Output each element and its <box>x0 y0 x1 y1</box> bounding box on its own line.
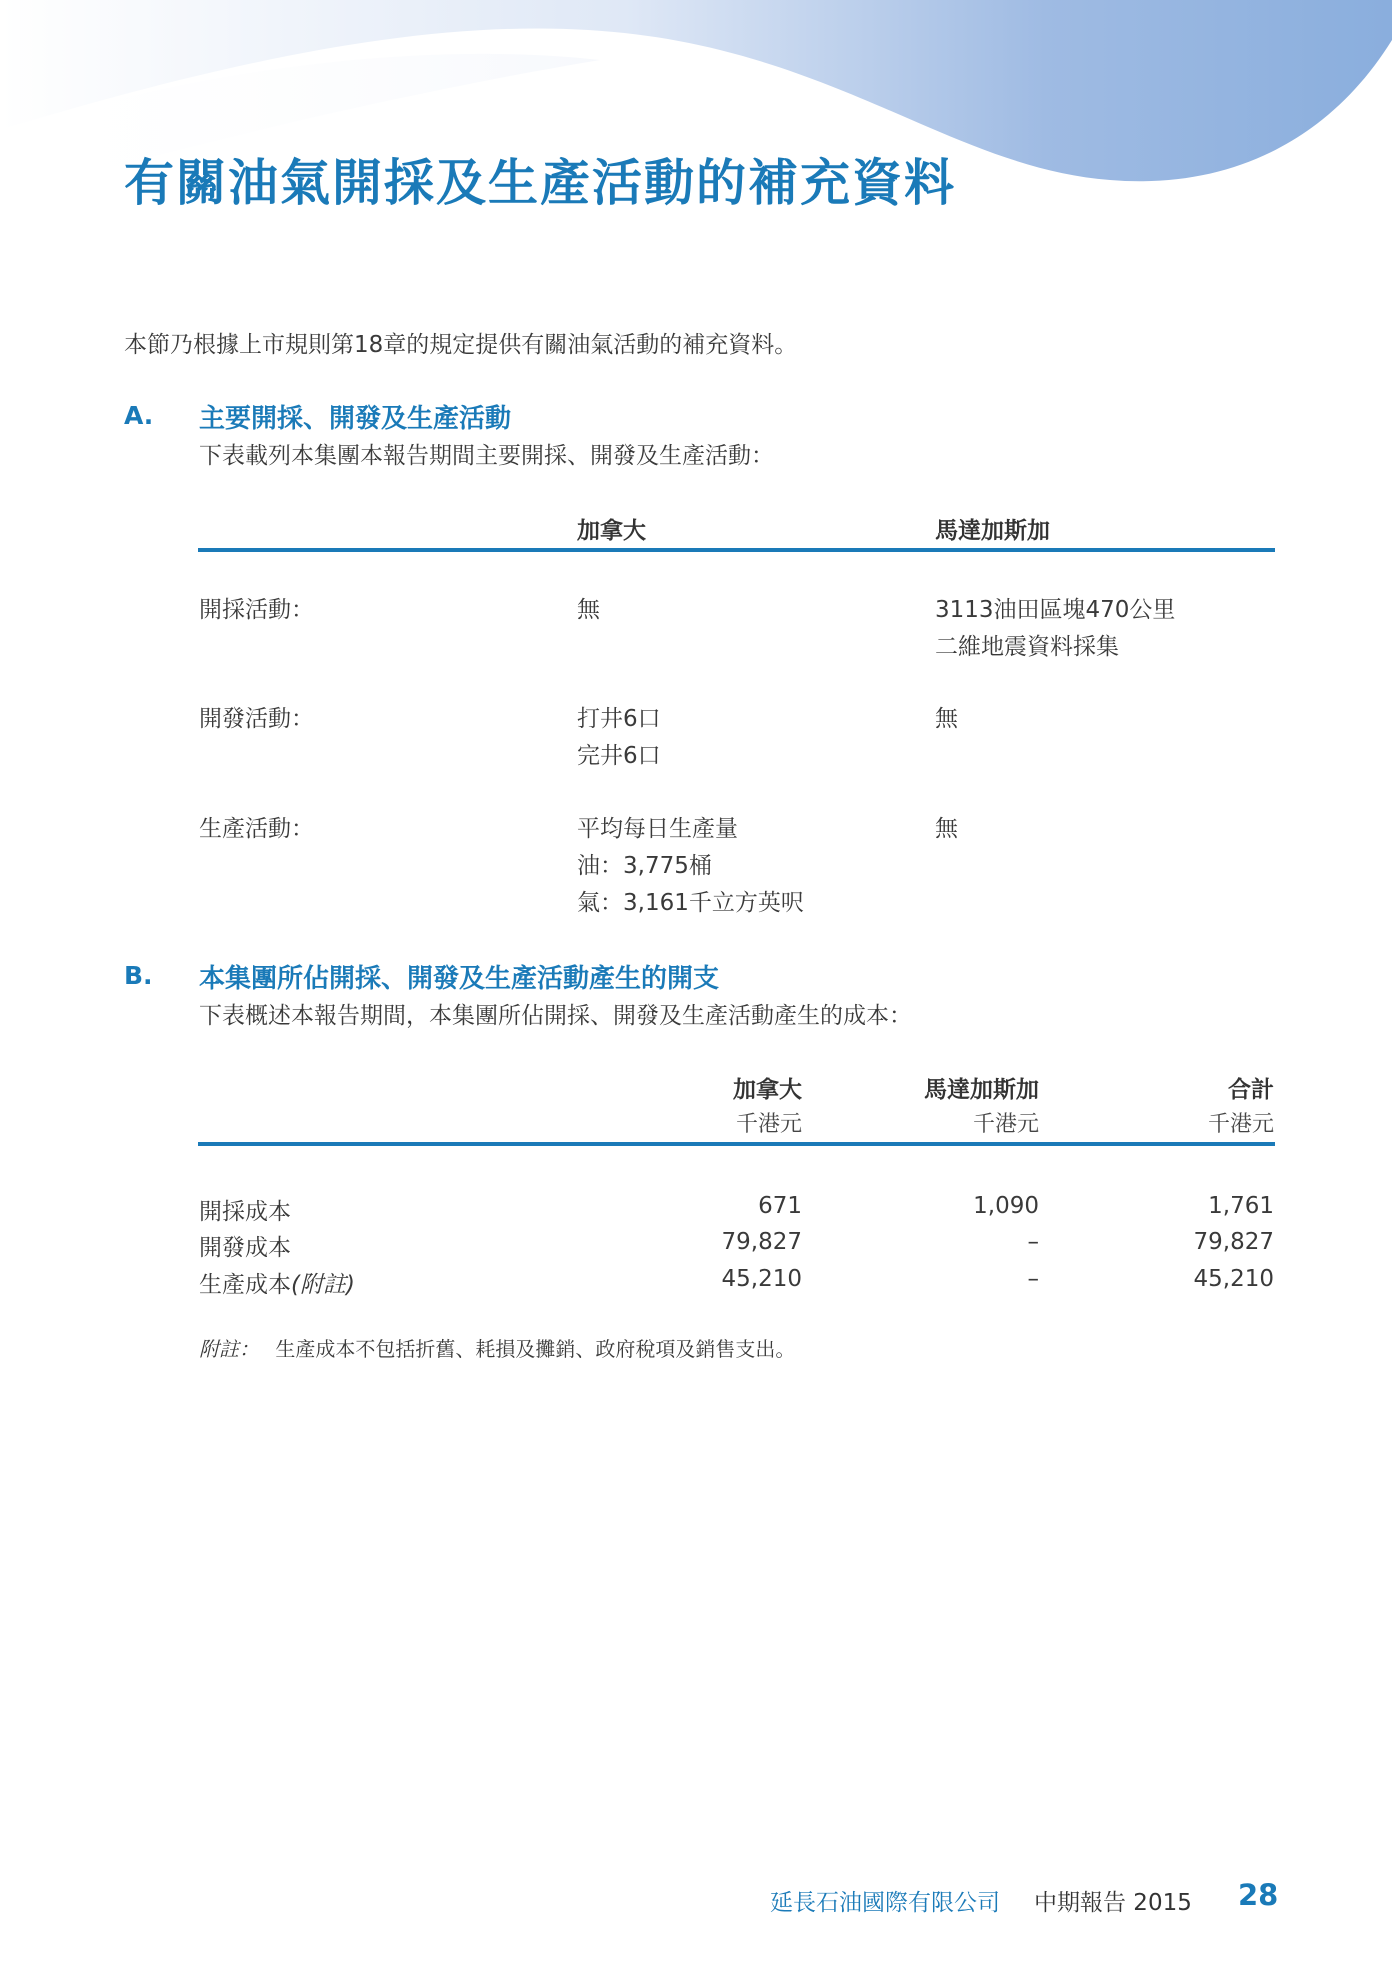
development-canada-line-2: 完井6口 <box>577 743 661 769</box>
development-canada <box>577 701 661 775</box>
section-a-title: 主要開採、開發及生產活動 <box>199 404 512 434</box>
exploration-canada <box>577 592 600 629</box>
cost-col-header-madagascar: 馬達加斯加 <box>924 1077 1039 1103</box>
section-a-letter: A. <box>124 401 154 430</box>
cost-cell: 79,827 <box>721 1229 802 1255</box>
cost-cell: 1,090 <box>973 1193 1039 1219</box>
development-madagascar-line: 無 <box>935 706 958 732</box>
activity-label-exploration: 開採活動： <box>199 597 314 623</box>
production-canada-line-3: 氣：3,161千立方英呎 <box>577 890 804 916</box>
development-canada-line-1: 打井6口 <box>577 706 661 732</box>
cost-cell: 1,761 <box>1208 1193 1274 1219</box>
cost-col-header-canada: 加拿大 <box>733 1077 802 1103</box>
cost-cell: – <box>1027 1266 1039 1292</box>
page-title: 有關油氣開採及生產活動的補充資料 <box>124 154 956 212</box>
cost-cell: 79,827 <box>1193 1229 1274 1255</box>
cost-row-label <box>199 1193 291 1226</box>
cost-cell: 45,210 <box>721 1266 802 1292</box>
section-b-title: 本集團所佔開採、開發及生產活動產生的開支 <box>199 964 720 994</box>
cost-row-label <box>199 1229 291 1262</box>
exploration-madagascar-line-2: 二維地震資料採集 <box>935 634 1119 660</box>
exploration-madagascar <box>935 592 1175 666</box>
section-a-header-rule <box>198 548 1275 552</box>
cost-cell: – <box>1027 1229 1039 1255</box>
footnote-label: 附註： <box>199 1337 259 1361</box>
cost-row-label-text: 生產成本 <box>199 1272 291 1298</box>
production-canada-line-2: 油：3,775桶 <box>577 853 712 879</box>
cost-col-unit-canada: 千港元 <box>735 1112 802 1137</box>
development-madagascar <box>935 701 958 738</box>
exploration-canada-line: 無 <box>577 597 600 623</box>
production-canada <box>577 811 804 922</box>
cost-row-label-text: 開發成本 <box>199 1235 291 1261</box>
cost-cell: 45,210 <box>1193 1266 1274 1292</box>
footnote-text: 生產成本不包括折舊、耗損及攤銷、政府稅項及銷售支出。 <box>275 1337 796 1361</box>
footer-company-name: 延長石油國際有限公司 <box>770 1890 1000 1916</box>
footnote <box>199 1333 795 1362</box>
cost-cell: 671 <box>758 1193 802 1219</box>
exploration-madagascar-line-1: 3113油田區塊470公里 <box>935 597 1176 623</box>
production-madagascar <box>935 811 958 848</box>
cost-row-note-ref: (附註) <box>291 1272 355 1298</box>
intro-paragraph: 本節乃根據上市規則第18章的規定提供有關油氣活動的補充資料。 <box>124 332 798 358</box>
cost-col-unit-total: 千港元 <box>1207 1112 1274 1137</box>
production-canada-line-1: 平均每日生產量 <box>577 816 738 842</box>
section-b-description: 下表概述本報告期間，本集團所佔開採、開發及生產活動產生的成本： <box>199 1003 912 1029</box>
section-b-header-rule <box>198 1142 1275 1146</box>
cost-row-label <box>199 1266 355 1299</box>
section-b-letter: B. <box>124 961 153 990</box>
section-a-description: 下表載列本集團本報告期間主要開採、開發及生產活動： <box>199 443 774 469</box>
col-header-madagascar: 馬達加斯加 <box>935 518 1050 544</box>
col-header-canada: 加拿大 <box>577 518 646 544</box>
activity-label-production: 生產活動： <box>199 816 314 842</box>
activity-label-development: 開發活動： <box>199 706 314 732</box>
cost-col-header-total: 合計 <box>1228 1077 1274 1103</box>
cost-col-unit-madagascar: 千港元 <box>972 1112 1039 1137</box>
cost-row-label-text: 開採成本 <box>199 1199 291 1225</box>
page-number: 28 <box>1238 1878 1279 1912</box>
footer-report-name: 中期報告 2015 <box>1034 1890 1192 1916</box>
production-madagascar-line: 無 <box>935 816 958 842</box>
